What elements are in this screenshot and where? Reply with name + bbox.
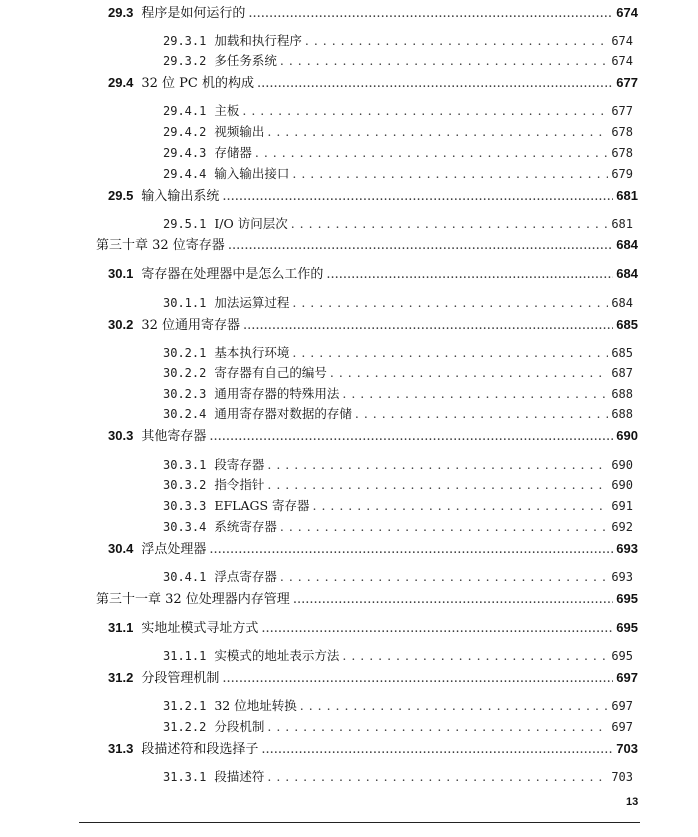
- dot-leader: [209, 542, 613, 558]
- toc-subsection[interactable]: [163, 477, 633, 493]
- dot-leader: [261, 621, 613, 637]
- dot-leader: [292, 345, 608, 361]
- toc-entry-title: 第三十章 32 位寄存器: [96, 238, 225, 253]
- dot-leader: [222, 189, 613, 205]
- dot-leader: [326, 267, 613, 283]
- toc-subsection[interactable]: [163, 365, 633, 381]
- dot-leader: [222, 671, 613, 687]
- toc-entry-title: 加载和执行程序: [214, 33, 302, 48]
- toc-entry-title: 分段机制: [214, 719, 265, 734]
- toc-entry-page: 697: [611, 699, 633, 713]
- toc-entry-number: 30.2: [108, 317, 134, 332]
- toc-section[interactable]: [108, 317, 638, 333]
- toc-section[interactable]: [108, 428, 638, 444]
- toc-subsection[interactable]: [163, 124, 633, 140]
- toc-entry-number: 30.2.2: [163, 366, 207, 380]
- toc-section[interactable]: [108, 741, 638, 757]
- toc-entry-number: 31.3.1: [163, 770, 207, 784]
- dot-leader: [261, 742, 613, 758]
- toc-entry-title: 存储器: [214, 145, 252, 160]
- toc-entry-page: 688: [611, 407, 633, 421]
- toc-entry-number: 29.4.1: [163, 104, 207, 118]
- toc-entry-number: 29.3.2: [163, 54, 207, 68]
- toc-entry-page: 679: [611, 167, 633, 181]
- dot-leader: [267, 719, 608, 735]
- toc-subsection[interactable]: [163, 145, 633, 161]
- dot-leader: [280, 53, 608, 69]
- toc-entry-page: 692: [611, 520, 633, 534]
- toc-entry-page: 693: [616, 541, 638, 556]
- dot-leader: [257, 76, 613, 92]
- toc-entry-number: 30.4.1: [163, 570, 207, 584]
- toc-entry-title: 程序是如何运行的: [141, 6, 246, 21]
- toc-entry-page: 681: [611, 217, 633, 231]
- toc-subsection[interactable]: [163, 569, 633, 585]
- toc-entry-number: 31.1: [108, 620, 134, 635]
- toc-entry-page: 674: [611, 54, 633, 68]
- toc-entry-title: 系统寄存器: [214, 519, 277, 534]
- toc-entry-number: 31.2.1: [163, 699, 207, 713]
- dot-leader: [267, 457, 608, 473]
- toc-section[interactable]: [108, 5, 638, 21]
- toc-entry-number: 30.2.1: [163, 346, 207, 360]
- toc-entry-page: 688: [611, 387, 633, 401]
- toc-entry-number: 30.1.1: [163, 296, 207, 310]
- footer-divider: [79, 822, 640, 823]
- toc-subsection[interactable]: [163, 216, 633, 232]
- toc-subsection[interactable]: [163, 519, 633, 535]
- toc-section[interactable]: [108, 188, 638, 204]
- toc-entry-title: 主板: [214, 103, 240, 118]
- toc-entry-title: 加法运算过程: [214, 295, 290, 310]
- toc-entry-number: 30.2.3: [163, 387, 207, 401]
- toc-entry-title: 通用寄存器对数据的存储: [214, 406, 352, 421]
- toc-entry-number: 31.2.2: [163, 720, 207, 734]
- toc-chapter[interactable]: [96, 591, 638, 607]
- toc-entry-title: 其他寄存器: [141, 429, 207, 444]
- toc-entry-number: 29.5: [108, 188, 134, 203]
- toc-entry-page: 691: [611, 499, 633, 513]
- toc-entry-title: 寄存器有自己的编号: [214, 365, 327, 380]
- toc-subsection[interactable]: [163, 386, 633, 402]
- dot-leader: [291, 216, 609, 232]
- toc-entry-title: 段描述符: [214, 769, 265, 784]
- toc-entry-page: 693: [611, 570, 633, 584]
- toc-entry-page: 678: [611, 125, 633, 139]
- toc-subsection[interactable]: [163, 295, 633, 311]
- toc-entry-page: 695: [611, 649, 633, 663]
- toc-entry-page: 687: [611, 366, 633, 380]
- toc-entry-title: I/O 访问层次: [214, 216, 288, 231]
- dot-leader: [355, 406, 608, 422]
- toc-subsection[interactable]: [163, 406, 633, 422]
- toc-entry-title: 32 位通用寄存器: [141, 318, 240, 333]
- dot-leader: [293, 592, 613, 608]
- toc-entry-number: 29.4: [108, 75, 134, 90]
- toc-section[interactable]: [108, 75, 638, 91]
- toc-section[interactable]: [108, 620, 638, 636]
- toc-entry-title: 32 位 PC 机的构成: [141, 76, 254, 91]
- toc-subsection[interactable]: [163, 457, 633, 473]
- toc-entry-title: 分段管理机制: [141, 671, 220, 686]
- toc-entry-title: 实地址模式寻址方式: [141, 621, 259, 636]
- toc-section[interactable]: [108, 266, 638, 282]
- toc-entry-page: 690: [611, 478, 633, 492]
- dot-leader: [300, 698, 609, 714]
- dot-leader: [280, 519, 608, 535]
- toc-entry-page: 690: [616, 428, 638, 443]
- toc-entry-title: 段寄存器: [214, 457, 265, 472]
- toc-entry-page: 697: [611, 720, 633, 734]
- toc-entry-title: 视频输出: [214, 124, 265, 139]
- toc-subsection[interactable]: [163, 698, 633, 714]
- toc-section[interactable]: [108, 670, 638, 686]
- toc-entry-number: 30.4: [108, 541, 134, 556]
- toc-entry-number: 30.3.1: [163, 458, 207, 472]
- toc-entry-page: 678: [611, 146, 633, 160]
- dot-leader: [267, 477, 608, 493]
- toc-section[interactable]: [108, 541, 638, 557]
- toc-entry-number: 30.1: [108, 266, 134, 281]
- toc-subsection[interactable]: [163, 345, 633, 361]
- dot-leader: [255, 145, 608, 161]
- toc-entry-page: 674: [616, 5, 638, 20]
- toc-subsection[interactable]: [163, 648, 633, 664]
- toc-entry-number: 29.4.2: [163, 125, 207, 139]
- toc-entry-page: 684: [616, 266, 638, 281]
- dot-leader: [209, 429, 613, 445]
- toc-entry-title: 段描述符和段选择子: [141, 742, 259, 757]
- toc-entry-page: 695: [616, 620, 638, 635]
- dot-leader: [342, 386, 608, 402]
- toc-entry-page: 677: [611, 104, 633, 118]
- toc-subsection[interactable]: [163, 769, 633, 785]
- toc-entry-title: 浮点寄存器: [214, 569, 277, 584]
- toc-chapter[interactable]: [96, 237, 638, 253]
- toc-entry-page: 684: [611, 296, 633, 310]
- dot-leader: [267, 124, 608, 140]
- dot-leader: [342, 648, 608, 664]
- toc-entry-number: 29.3: [108, 5, 134, 20]
- toc-entry-title: 寄存器在处理器中是怎么工作的: [141, 267, 324, 282]
- dot-leader: [292, 295, 608, 311]
- dot-leader: [243, 318, 613, 334]
- toc-entry-title: 32 位地址转换: [214, 698, 297, 713]
- toc-entry-number: 30.2.4: [163, 407, 207, 421]
- toc-entry-title: 输入输出接口: [214, 166, 290, 181]
- toc-entry-page: 685: [611, 346, 633, 360]
- dot-leader: [292, 166, 608, 182]
- toc-entry-title: 实模式的地址表示方法: [214, 648, 340, 663]
- dot-leader: [313, 498, 609, 514]
- toc-entry-page: 695: [616, 591, 638, 606]
- dot-leader: [242, 103, 608, 119]
- dot-leader: [280, 569, 608, 585]
- toc-entry-title: 基本执行环境: [214, 345, 290, 360]
- toc-entry-number: 29.4.3: [163, 146, 207, 160]
- toc-subsection[interactable]: [163, 33, 633, 49]
- toc-entry-page: 703: [611, 770, 633, 784]
- dot-leader: [305, 33, 608, 49]
- toc-subsection[interactable]: [163, 166, 633, 182]
- toc-entry-page: 685: [616, 317, 638, 332]
- toc-entry-title: 指令指针: [214, 477, 265, 492]
- toc-entry-page: 690: [611, 458, 633, 472]
- toc-subsection[interactable]: [163, 53, 633, 69]
- toc-entry-title: 输入输出系统: [141, 189, 220, 204]
- toc-entry-title: 多任务系统: [214, 53, 277, 68]
- toc-entry-title: 通用寄存器的特殊用法: [214, 386, 340, 401]
- toc-entry-number: 31.3: [108, 741, 134, 756]
- toc-entry-number: 30.3: [108, 428, 134, 443]
- dot-leader: [267, 769, 608, 785]
- toc-entry-page: 677: [616, 75, 638, 90]
- toc-entry-number: 30.3.2: [163, 478, 207, 492]
- toc-entry-number: 29.4.4: [163, 167, 207, 181]
- toc-entry-page: 681: [616, 188, 638, 203]
- toc-entry-number: 29.5.1: [163, 217, 207, 231]
- toc-entry-title: EFLAGS 寄存器: [214, 498, 310, 513]
- toc-entry-number: 30.3.3: [163, 499, 207, 513]
- toc-subsection[interactable]: [163, 719, 633, 735]
- toc-entry-number: 30.3.4: [163, 520, 207, 534]
- dot-leader: [248, 6, 613, 22]
- toc-entry-title: 浮点处理器: [141, 542, 207, 557]
- toc-entry-title: 第三十一章 32 位处理器内存管理: [96, 592, 290, 607]
- toc-entry-number: 31.2: [108, 670, 134, 685]
- toc-subsection[interactable]: [163, 498, 633, 514]
- toc-entry-page: 684: [616, 237, 638, 252]
- toc-entry-number: 31.1.1: [163, 649, 207, 663]
- toc-entry-page: 703: [616, 741, 638, 756]
- dot-leader: [330, 365, 608, 381]
- toc-entry-number: 29.3.1: [163, 34, 207, 48]
- dot-leader: [228, 238, 613, 254]
- toc-subsection[interactable]: [163, 103, 633, 119]
- toc-entry-page: 697: [616, 670, 638, 685]
- page-number: 13: [626, 796, 639, 808]
- toc-entry-page: 674: [611, 34, 633, 48]
